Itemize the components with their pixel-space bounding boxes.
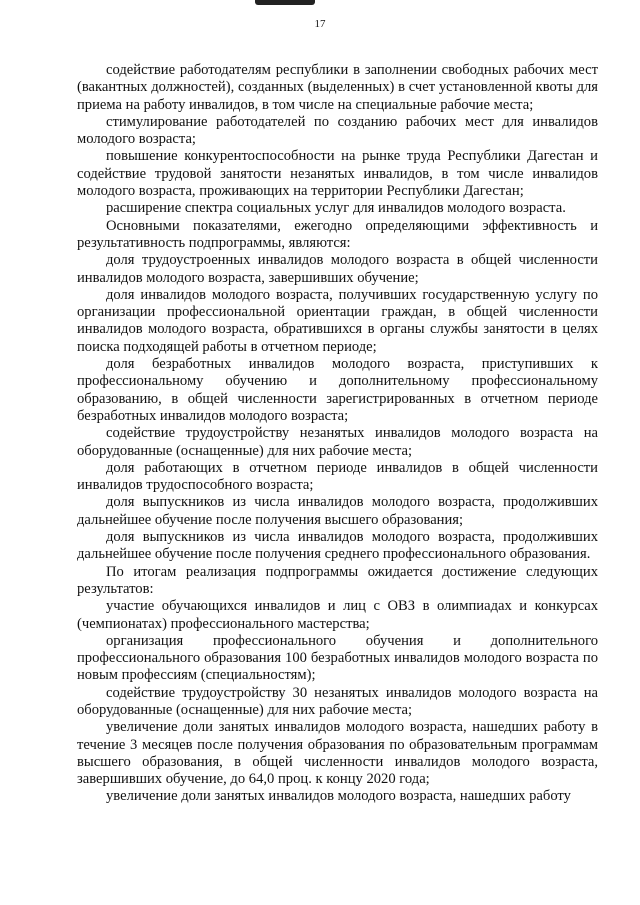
paragraph: организация профессионального обучения и дополнительного профессионального образования 100 безработных инвалидов молодого возраста по новым профессиям (специальностям); xyxy=(77,632,598,684)
paragraph: увеличение доли занятых инвалидов молодого возраста, нашедших работу в течение 3 месяцев после получения образования по образовательным программам высшего образования, в общей численности инвалидов молодого возраста, завершивших обучение, до 64,0 проц. к концу 2020 года; xyxy=(77,719,598,788)
paragraph: содействие трудоустройству незанятых инвалидов молодого возраста на оборудованные (оснащенные) для них рабочие места; xyxy=(77,425,598,459)
paragraph: доля выпускников из числа инвалидов молодого возраста, продолживших дальнейшее обучение после получения высшего образования; xyxy=(77,494,598,528)
paragraph: доля безработных инвалидов молодого возраста, приступивших к профессиональному обучению и дополнительному профессиональному образованию, в общей численности зарегистрированных в отчетном периоде безработных инвалидов молодого возраста; xyxy=(77,356,598,424)
paragraph: увеличение доли занятых инвалидов молодого возраста, нашедших работу xyxy=(106,788,571,805)
page-number: 17 xyxy=(314,18,326,30)
paragraph: содействие работодателям республики в заполнении свободных рабочих мест (вакантных должностей), созданных (выделенных) в счет установленной квоты для приема на работу инвалидов, в том числе на специальные рабочие места; xyxy=(77,62,598,113)
scan-artifact-mark xyxy=(255,0,315,5)
paragraph: Основными показателями, ежегодно определяющими эффективность и результативность подпрограммы, являются: xyxy=(77,217,598,251)
paragraph: доля инвалидов молодого возраста, получивших государственную услугу по организации профессиональной ориентации граждан, в общей численности инвалидов молодого возраста, обратившихся в органы службы занятости в целях поиска подходящей работы в отчетном периоде; xyxy=(77,286,598,355)
paragraph: расширение спектра социальных услуг для инвалидов молодого возраста. xyxy=(106,200,566,217)
paragraph: повышение конкурентоспособности на рынке труда Республики Дагестан и содействие трудовой занятости незанятых инвалидов, в том числе инвалидов молодого возраста, проживающих на территории Республики Дагестан; xyxy=(77,148,598,200)
document-body xyxy=(77,62,598,806)
paragraph: По итогам реализация подпрограммы ожидается достижение следующих результатов: xyxy=(77,563,598,597)
paragraph: участие обучающихся инвалидов и лиц с ОВЗ в олимпиадах и конкурсах (чемпионатах) профессионального мастерства; xyxy=(77,598,598,632)
paragraph: доля трудоустроенных инвалидов молодого возраста в общей численности инвалидов молодого возраста, завершивших обучение; xyxy=(77,252,598,286)
paragraph: стимулирование работодателей по созданию рабочих мест для инвалидов молодого возраста; xyxy=(77,113,598,148)
paragraph: содействие трудоустройству 30 незанятых инвалидов молодого возраста на оборудованные (оснащенные) для них рабочие места; xyxy=(77,684,598,718)
paragraph: доля выпускников из числа инвалидов молодого возраста, продолживших дальнейшее обучение после получения среднего профессионального образования. xyxy=(77,529,598,563)
paragraph: доля работающих в отчетном периоде инвалидов в общей численности инвалидов трудоспособного возраста; xyxy=(77,459,598,494)
